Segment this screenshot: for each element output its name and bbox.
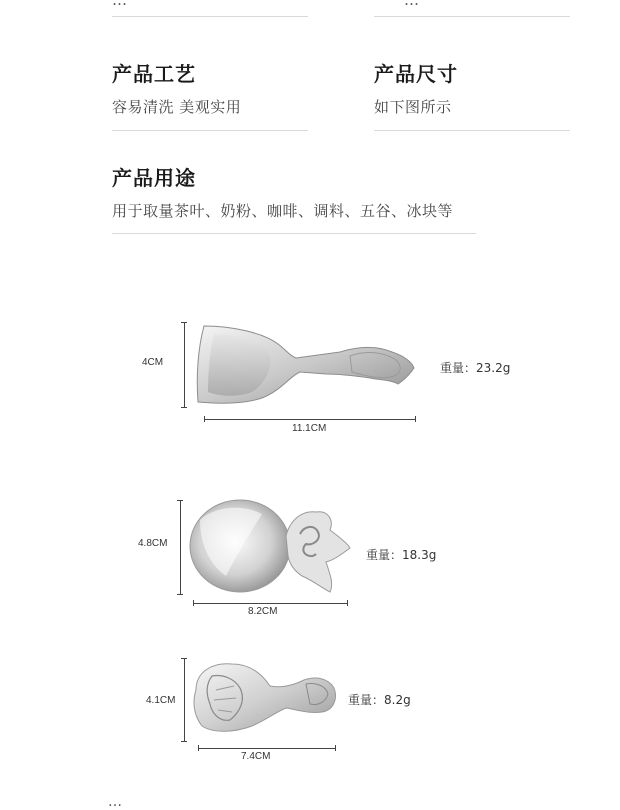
craft-body: 容易清洗 美观实用 bbox=[112, 98, 242, 116]
spoon-3-weight: 重量：8.2g bbox=[348, 693, 411, 707]
size-body: 如下图所示 bbox=[374, 98, 452, 116]
usage-body: 用于取量茶叶、奶粉、咖啡、调料、五谷、冰块等 bbox=[112, 202, 454, 220]
usage-title: 产品用途 bbox=[112, 166, 196, 190]
dimension-tick bbox=[198, 745, 199, 751]
width-dimension-line bbox=[198, 748, 336, 749]
size-title: 产品尺寸 bbox=[374, 62, 458, 86]
spoon-2-height-label: 4.8CM bbox=[138, 538, 168, 549]
spoon-2-weight: 重量：18.3g bbox=[366, 548, 437, 562]
craft-title: 产品工艺 bbox=[112, 62, 196, 86]
spoon-3-height-label: 4.1CM bbox=[146, 695, 176, 706]
spoon-2-width-label: 8.2CM bbox=[248, 606, 278, 617]
spoon-1-height-label: 4CM bbox=[142, 357, 164, 368]
top-right-cut-text: … bbox=[404, 0, 419, 9]
dimension-tick bbox=[335, 745, 336, 751]
spoon-1-weight: 重量：23.2g bbox=[440, 361, 511, 375]
spoon-1-width-label: 11.1CM bbox=[292, 423, 327, 434]
spoon-3-width-label: 7.4CM bbox=[241, 751, 271, 762]
bottom-cut-text: … bbox=[108, 794, 122, 810]
top-left-cut-text: … bbox=[112, 0, 127, 9]
